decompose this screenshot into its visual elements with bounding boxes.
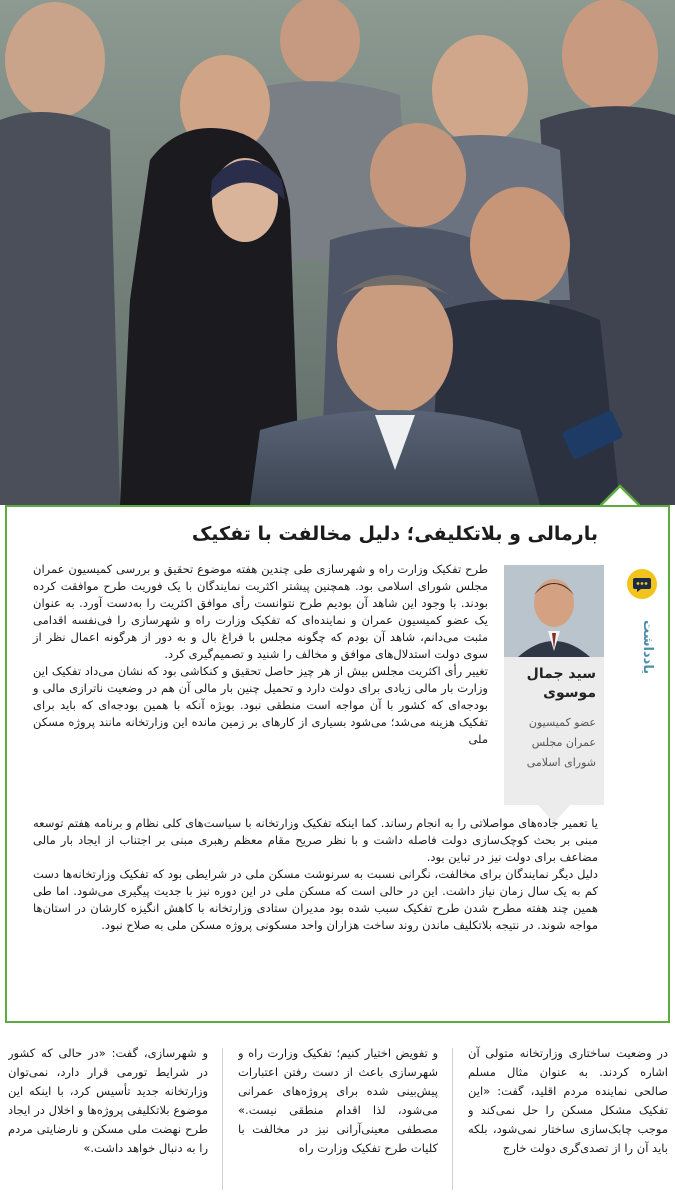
column-text: در وضعیت ساختاری وزارتخانه متولی آن اشاره کردند. به عنوان مثال مسلم صالحی نماینده مردم اقلید، گفت: «این تفکیک مشکل مسکن را حل نمی‌کند و موجب چابک‌سازی ساختار نمی‌شود، بلکه باید آن را از تصدی‌گری دولت خارج	[468, 1046, 668, 1155]
author-role: عضو کمیسیون عمران مجلس شورای اسلامی	[526, 716, 596, 769]
editorial-box	[5, 505, 670, 1023]
news-column	[468, 1044, 668, 1194]
column-divider	[452, 1048, 453, 1190]
paragraph: تغییر رأی اکثریت مجلس بیش از هر چیز حاصل تحقیق و کنکاشی بود که نشان می‌داد تفکیک این وزارت بار مالی زیادی برای دولت دارد و تحمیل چنین بار مالی آن هم در وضعیت ناترازی مالی و بودجه‌ای که کشور با آن مواجه است منطقی نبود. بویژه آنکه با همین بودجه‌ای که باید برای تفکیک هزینه می‌شد؛ می‌شود بسیاری از کارهای بر زمین مانده این وزارتخانه مانند پروژه مسکن ملی	[33, 664, 488, 746]
paragraph: دلیل دیگر نمایندگان برای مخالفت، نگرانی نسبت به سرنوشت مسکن ملی در شرایطی بود که تفکیک وزارتخانه‌ها دست کم به یک سال زمان نیاز داشت. این در حالی است که مسکن ملی در این دوره نیز با جدیت پیگیری می‌شود. اما طی همین چند هفته مطرح شدن طرح تفکیک سبب شده بود مدیران ستادی وزارتخانه با کاهش انگیزه کارشان در استان‌ها مواجه شوند. در نتیجه بلاتکلیف ماندن روند ساخت هزاران واحد مسکونی پروژه مسکن ملی به صلاح نبود.	[33, 867, 598, 932]
speech-bubble-icon	[627, 569, 657, 599]
news-columns	[8, 1044, 668, 1194]
news-column	[238, 1044, 438, 1194]
paragraph: یا تعمیر جاده‌های مواصلاتی را به انجام رساند. کما اینکه تفکیک وزارتخانه با سیاست‌های کلی نظام و برنامه هفتم توسعه مبنی بر بحث کوچک‌سازی دولت فاصله داشت و با نظر صریح مقام معظم رهبری مبنی بر اجتناب از ایجاد بار مالی مضاعف برای دولت نیز در تباین بود.	[33, 816, 598, 864]
author-name: سید جمال موسوی	[526, 666, 596, 701]
article-body-narrow	[33, 561, 488, 748]
news-column	[8, 1044, 208, 1194]
author-card	[504, 565, 604, 805]
parliament-crowd-photo	[0, 0, 675, 505]
column-text: و شهرسازی، گفت: «در حالی که کشور در شرایط تورمی قرار دارد، نمی‌توان وزارتخانه جدید تأسیس کرد، با اینکه این موضوع بلاتکلیفی پروژه‌ها و اخلال در ایجاد طرح نهضت ملی مسکن و نارضایتی مردم را به دنبال خواهد داشت.»	[8, 1046, 208, 1155]
paragraph: طرح تفکیک وزارت راه و شهرسازی طی چندین هفته موضوع تحقیق و بررسی کمیسیون عمران مجلس شورای اسلامی بود. همچنین پیشتر اکثریت نمایندگان با یک فوریت طرح موافقت کرده بودند. با وجود این شاهد آن بودیم طرح نتوانست رأی موافق اکثریت را به‌دست آورد. به عنوان یک عضو کمیسیون عمران و نماینده‌ای که تفکیک وزارت راه و شهرسازی را فی‌نفسه اقدامی مثبت می‌دانم، شاهد آن بودم که چگونه مجلس با فراغ بال و به دور از هرگونه اعمال نظر از سوی دولت استدلال‌های موافق و مخالف را شنید و تصمیم‌گیری کرد.	[33, 562, 488, 661]
column-divider	[222, 1048, 223, 1190]
column-text: و تفویض اختیار کنیم؛ تفکیک وزارت راه و شهرسازی باعث از دست رفتن اعتبارات پیش‌بینی شده برای پروژه‌های عمرانی می‌شود، لذا اقدام منطقی نیست.» مصطفی معینی‌آرانی نیز در مخالفت با کلیات طرح تفکیک وزارت راه	[238, 1046, 438, 1155]
article-headline: بارمالی و بلاتکلیفی؛ دلیل مخالفت با تفکیک	[191, 523, 598, 545]
article-body-wide	[33, 815, 598, 934]
author-portrait	[504, 565, 604, 657]
section-label: یادداشت	[640, 619, 655, 675]
news-photo	[0, 0, 675, 505]
